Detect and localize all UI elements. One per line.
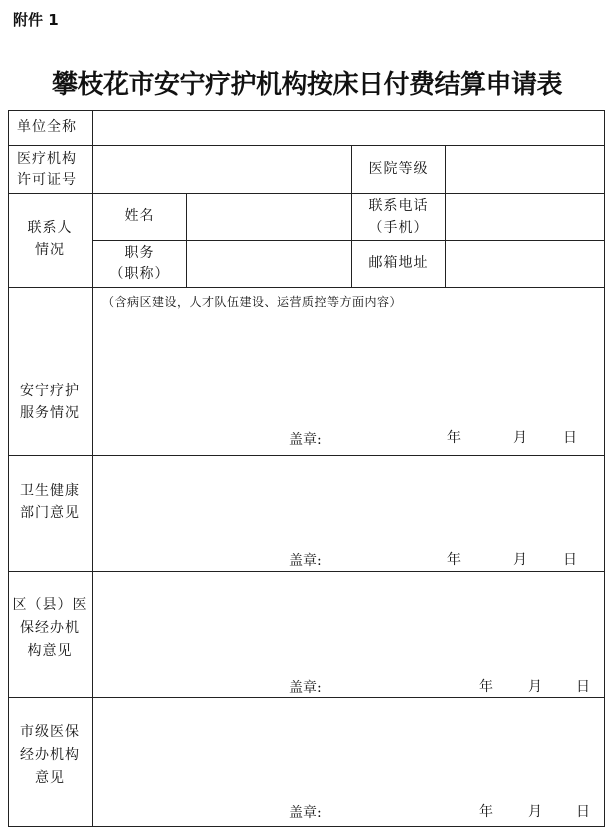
city-year-label: 年 — [479, 804, 493, 820]
city-month-label: 月 — [528, 804, 542, 820]
phone-label-2: （手机） — [368, 220, 429, 236]
phone-label-1: 联系电话 — [368, 198, 429, 214]
health-year-label: 年 — [447, 552, 461, 568]
city-label-3: 意见 — [35, 770, 65, 786]
city-label-1: 市级医保 — [20, 724, 80, 740]
district-year-label: 年 — [479, 679, 493, 695]
service-seal-label: 盖章: — [289, 432, 322, 448]
license-label-2: 许可证号 — [17, 172, 77, 188]
district-label-1: 区（县）医 — [12, 597, 88, 613]
service-month-label: 月 — [513, 430, 527, 446]
service-year-label: 年 — [447, 430, 461, 446]
phone-field[interactable] — [447, 195, 603, 239]
position-field[interactable] — [188, 242, 350, 286]
attachment-label: 附件 1 — [13, 11, 59, 29]
health-opinion-field[interactable] — [94, 457, 603, 542]
city-day-label: 日 — [576, 804, 590, 820]
position-label-2: （职称） — [109, 266, 170, 282]
district-day-label: 日 — [576, 679, 590, 695]
unit-name-label: 单位全称 — [17, 119, 77, 135]
district-seal-label: 盖章: — [289, 680, 322, 696]
service-day-label: 日 — [563, 430, 577, 446]
health-label-1: 卫生健康 — [20, 483, 80, 499]
service-description-field[interactable] — [94, 312, 603, 422]
hospital-level-label: 医院等级 — [368, 161, 429, 177]
name-label: 姓名 — [124, 208, 155, 224]
name-field[interactable] — [188, 195, 350, 239]
district-label-3: 构意见 — [27, 643, 73, 659]
district-opinion-field[interactable] — [94, 573, 603, 668]
hospital-level-field[interactable] — [447, 147, 603, 192]
district-month-label: 月 — [528, 679, 542, 695]
contact-label-2: 情况 — [35, 242, 65, 258]
license-label-1: 医疗机构 — [17, 151, 77, 167]
position-label-1: 职务 — [124, 245, 155, 261]
city-opinion-field[interactable] — [94, 699, 603, 794]
contact-label-1: 联系人 — [27, 220, 73, 236]
service-note: （含病区建设，人才队伍建设、运营质控等方面内容） — [102, 295, 403, 309]
service-label-2: 服务情况 — [20, 405, 80, 421]
health-label-2: 部门意见 — [20, 505, 80, 521]
health-seal-label: 盖章: — [289, 553, 322, 569]
unit-name-field[interactable] — [94, 112, 603, 144]
health-day-label: 日 — [563, 552, 577, 568]
email-field[interactable] — [447, 242, 603, 286]
city-seal-label: 盖章: — [289, 805, 322, 821]
city-label-2: 经办机构 — [20, 747, 80, 763]
district-label-2: 保经办机 — [20, 620, 80, 636]
form-title: 攀枝花市安宁疗护机构按床日付费结算申请表 — [51, 70, 562, 100]
license-number-field[interactable] — [94, 147, 350, 192]
health-month-label: 月 — [513, 552, 527, 568]
email-label: 邮箱地址 — [368, 255, 429, 271]
service-label-1: 安宁疗护 — [20, 383, 80, 399]
